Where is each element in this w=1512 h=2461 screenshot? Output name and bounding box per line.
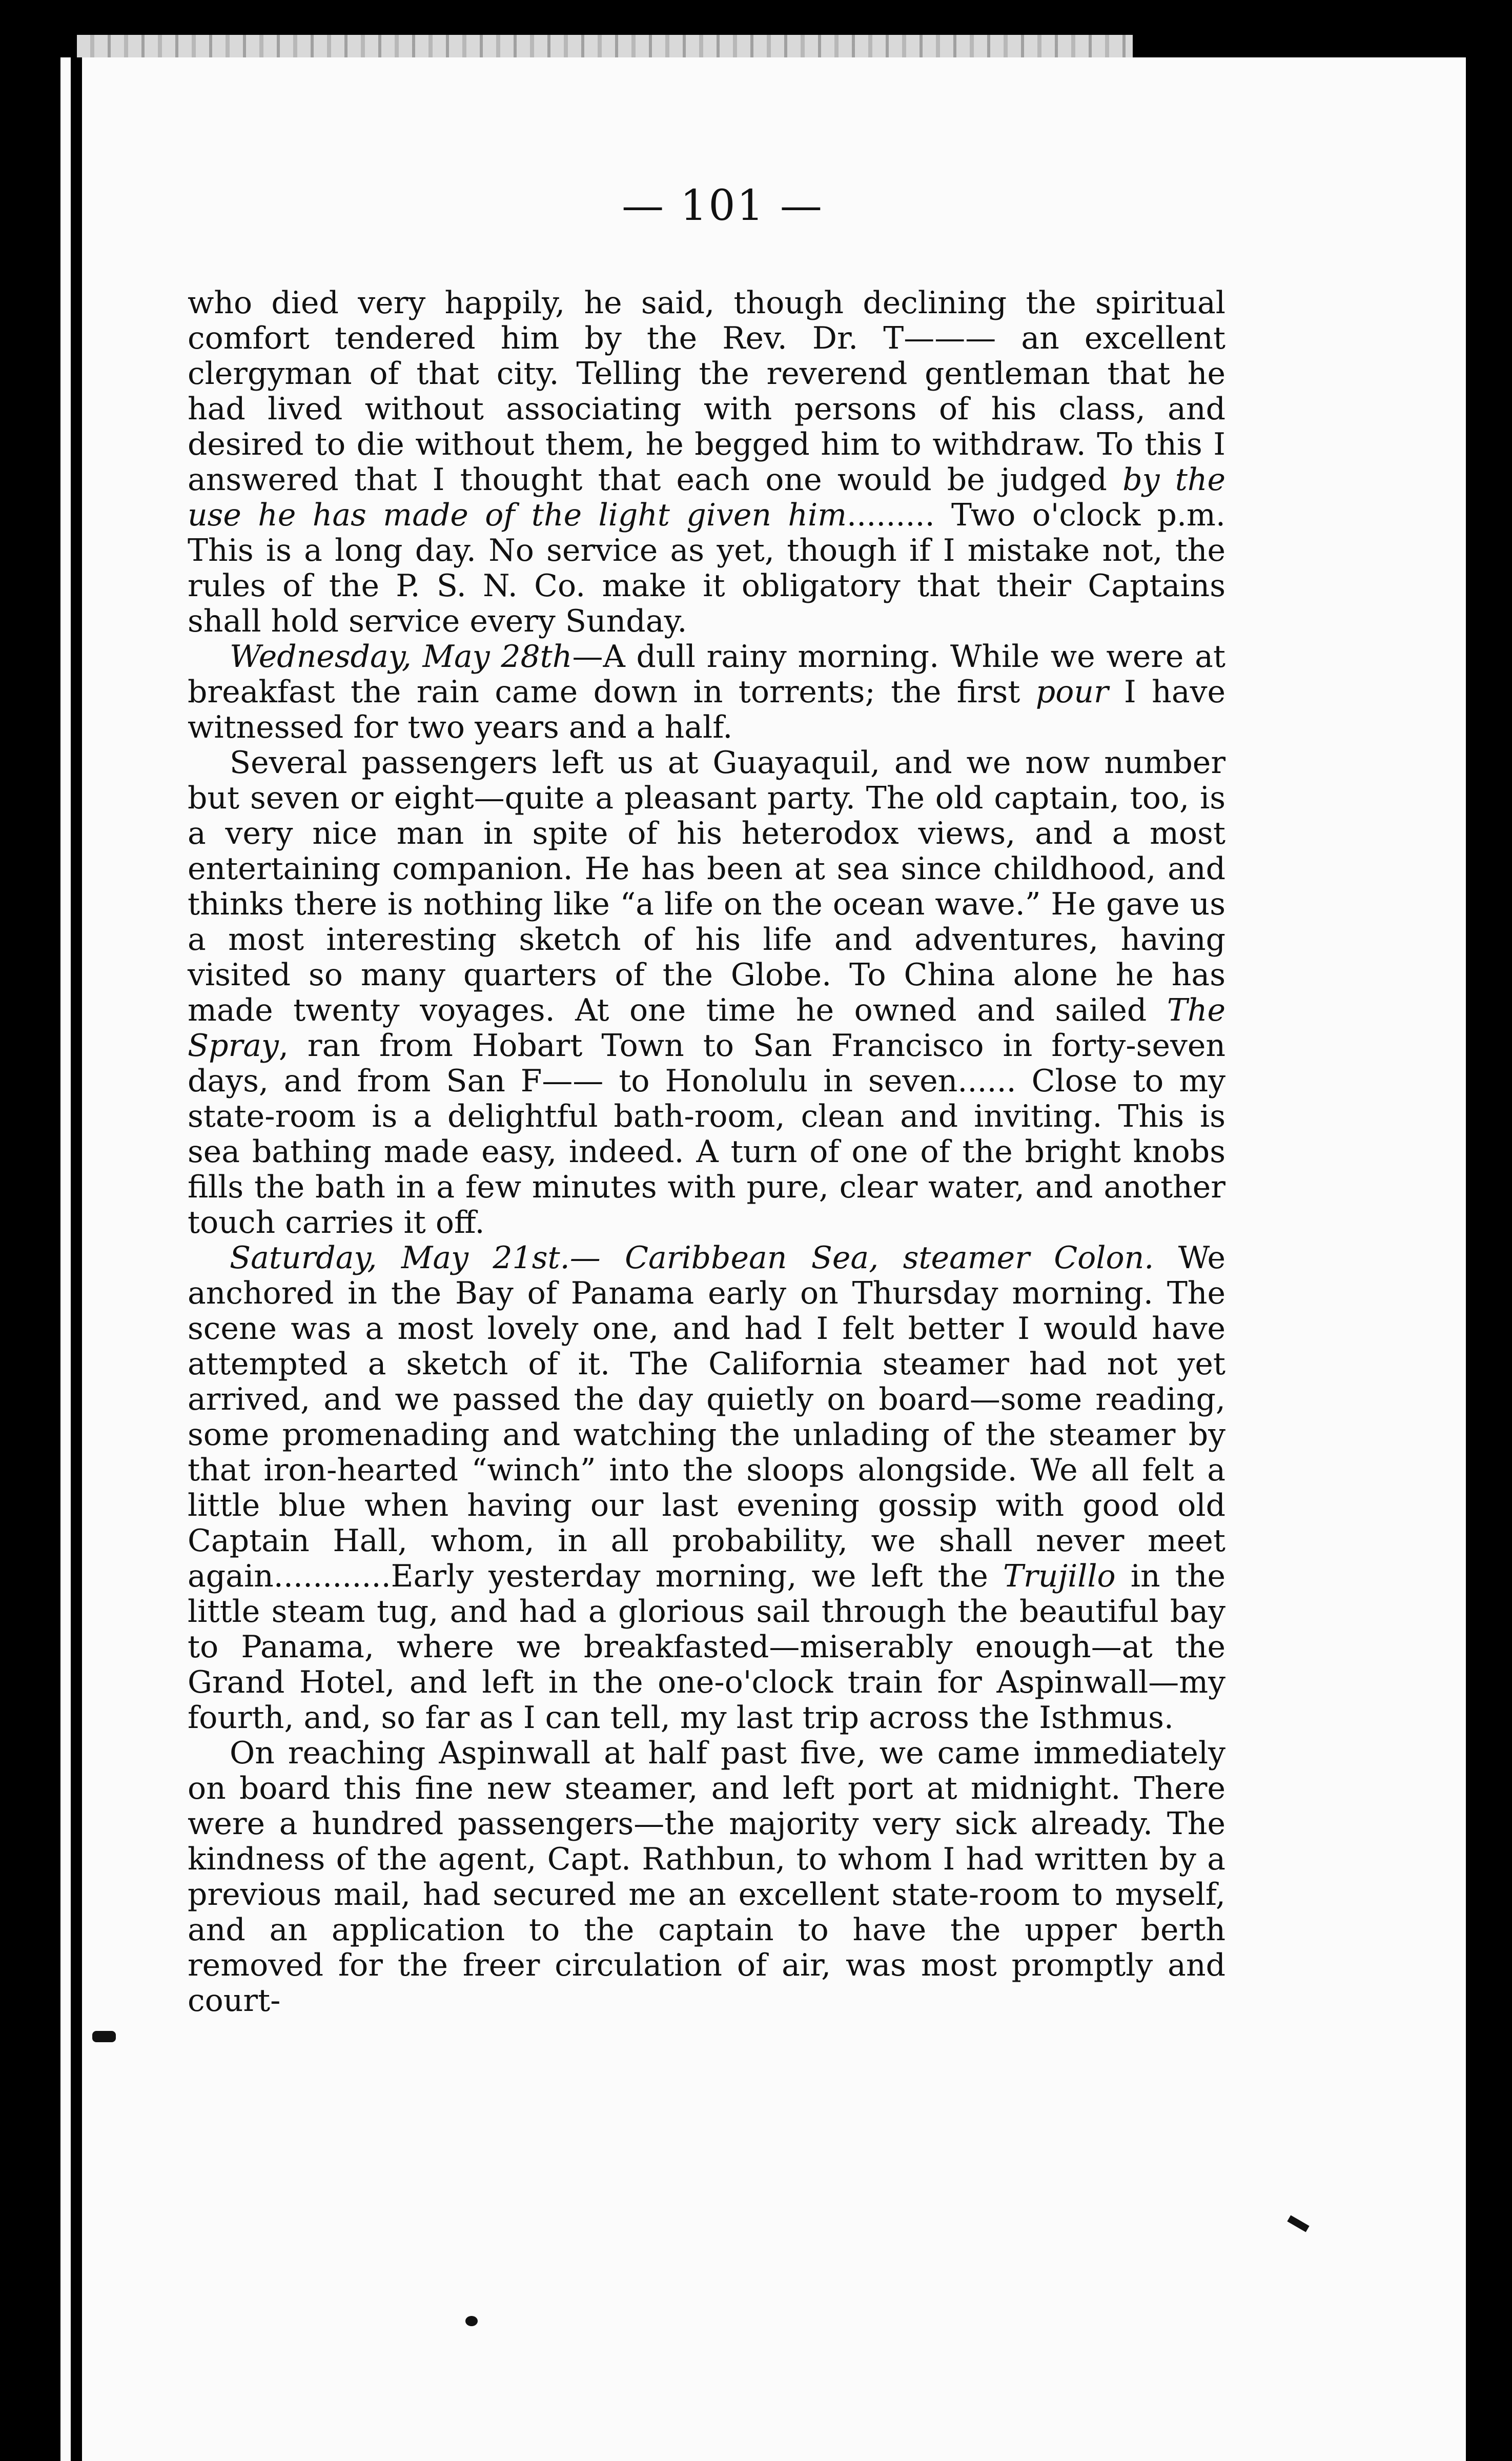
paragraph-4-date: Saturday, May 21st.— Caribbean Sea, steamer Colon. bbox=[230, 1240, 1154, 1276]
paragraph-4 bbox=[188, 1240, 1225, 1736]
left-margin-mark bbox=[92, 2031, 116, 2042]
bottom-speck bbox=[465, 2316, 478, 2326]
paragraph-4-ship-name: Trujillo bbox=[1003, 1558, 1116, 1594]
page-number: — 101 — bbox=[622, 181, 824, 230]
paragraph-2-italic-word: pour bbox=[1035, 674, 1109, 710]
paragraph-2-text-end: I have witnessed for two years and a half. bbox=[188, 674, 1225, 745]
paragraph-3-text: Several passengers left us at Guayaquil, and we now number but seven or eight—quite a pleasant party. The old captain, too, is a very nice man in spite of his heterodox views, and a most entertaining companion. He has been at sea since childhood, and thinks there is nothing like “a life on the ocean wave.” He gave us a most interesting sketch of his life and adventures, having visited so many quarters of the Globe. To China alone he has made twenty voyages. At one time he owned and sailed bbox=[188, 745, 1225, 1028]
paragraph-1-italic-phrase: by the use he has made of the light given him bbox=[188, 462, 1225, 533]
paragraph-2-date: Wednesday, May 28th bbox=[230, 639, 573, 675]
scan-top-edge bbox=[77, 35, 1133, 57]
paragraph-1-text-end: ......... Two o'clock p.m. This is a long day. No service as yet, though if I mistake not, the rules of the P. S. N. Co. make it obligatory that their Captains shall hold service every Sunday. bbox=[188, 497, 1225, 639]
page-gutter-shadow bbox=[71, 57, 82, 2461]
paragraph-4-text-end: in the little steam tug, and had a glorious sail through the beautiful bay to Panama, where we breakfasted—miserably enough—at the Grand Hotel, and left in the one-o'clock train for Aspinwall—my fourth, and, so far as I can tell, my last trip across the Isthmus. bbox=[188, 1558, 1225, 1736]
paragraph-3-ship-name: The Spray bbox=[188, 992, 1225, 1064]
paragraph-3-text-end: , ran from Hobart Town to San Francisco in forty-seven days, and from San F—— to Honolulu in seven...... Close to my state-room is a delightful bath-room, clean and inviting. This is sea bathing made easy, indeed. A turn of one of the bright knobs fills the bath in a few minutes with pure, clear water, and another touch carries it off. bbox=[188, 1028, 1225, 1240]
right-margin-mark bbox=[1287, 2215, 1309, 2232]
paragraph-2 bbox=[188, 639, 1225, 745]
paragraph-2-text: —A dull rainy morning. While we were at breakfast the rain came down in torrents; the first bbox=[188, 639, 1225, 710]
paragraph-3 bbox=[188, 745, 1225, 1240]
paragraph-5-text: On reaching Aspinwall at half past five, we came immediately on board this fine new steamer, and left port at midnight. There were a hundred passengers—the majority very sick already. The kindness of the agent, Capt. Rathbun, to whom I had written by a previous mail, had secured me an excellent state-room to myself, and an application to the captain to have the upper berth removed for the freer circulation of air, was most promptly and court- bbox=[188, 1735, 1225, 2019]
paragraph-1 bbox=[188, 286, 1225, 639]
body-text bbox=[188, 286, 1225, 2019]
paragraph-4-text: We anchored in the Bay of Panama early on Thursday morning. The scene was a most lovely one, and had I felt better I would have attempted a sketch of it. The California steamer had not yet arrived, and we passed the day quietly on board—some reading, some promenading and watching the unlading of the steamer by that iron-hearted “winch” into the sloops alongside. We all felt a little blue when having our last evening gossip with good old Captain Hall, whom, in all probability, we shall never meet again............Early yesterday morning, we left the bbox=[188, 1240, 1226, 1594]
book-page bbox=[60, 57, 1466, 2461]
paragraph-1-text: who died very happily, he said, though declining the spiritual comfort tendered him by the Rev. Dr. T——— an excellent clergyman of that city. Telling the reverend gentleman that he had lived without associating with persons of his class, and desired to die without them, he begged him to withdraw. To this I answered that I thought that each one would be judged bbox=[188, 285, 1225, 498]
paragraph-5 bbox=[188, 1736, 1225, 2019]
